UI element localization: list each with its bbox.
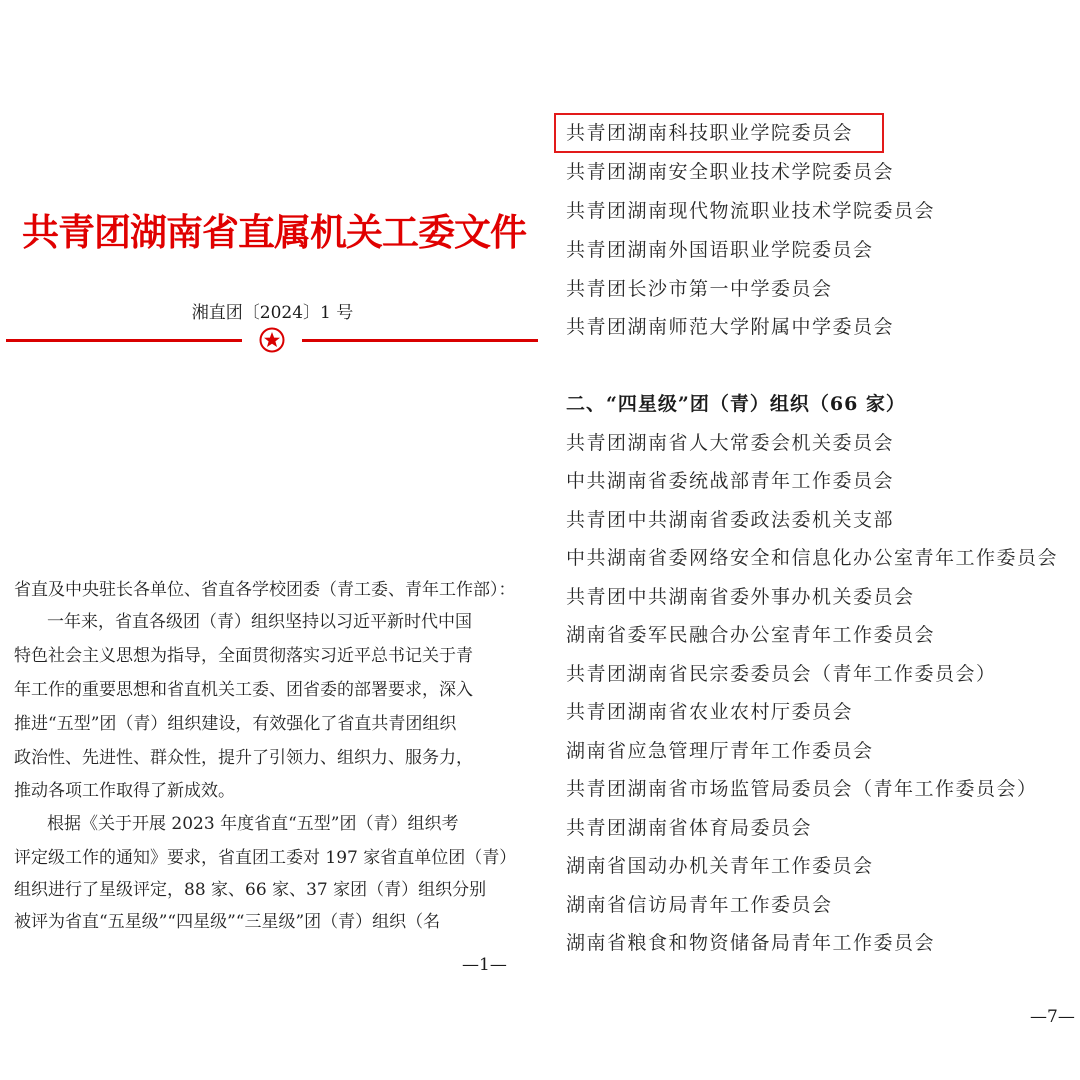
- list-item: 共青团湖南省农业农村厅委员会: [566, 701, 854, 723]
- list-item: 共青团中共湖南省委外事办机关委员会: [566, 586, 915, 608]
- list-item: 中共湖南省委统战部青年工作委员会: [566, 470, 895, 492]
- list-item: 中共湖南省委网络安全和信息化办公室青年工作委员会: [566, 547, 1059, 569]
- paragraph-1-line: 一年来，省直各级团（青）组织坚持以习近平新时代中国: [47, 612, 472, 632]
- list-item: 共青团长沙市第一中学委员会: [566, 278, 833, 300]
- star-emblem-icon: [259, 327, 285, 353]
- list-item: 共青团湖南外国语职业学院委员会: [566, 239, 874, 261]
- document-page-7: [548, 0, 1080, 1080]
- paragraph-1-line: 政治性、先进性、群众性，提升了引领力、组织力、服务力，: [14, 748, 473, 768]
- paragraph-2-line: 根据《关于开展 2023 年度省直“五型”团（青）组织考: [47, 814, 459, 834]
- page-number: —7—: [1030, 1007, 1075, 1027]
- masthead-title: 共青团湖南省直属机关工委文件: [22, 210, 526, 254]
- section-heading: 二、“四星级”团（青）组织（66 家）: [566, 393, 906, 415]
- list-item: 湖南省信访局青年工作委员会: [566, 894, 833, 916]
- paragraph-1-line: 特色社会主义思想为指导，全面贯彻落实习近平总书记关于青: [14, 646, 473, 666]
- list-item: 湖南省委军民融合办公室青年工作委员会: [566, 624, 936, 646]
- salutation: 省直及中央驻长各单位、省直各学校团委（青工委、青年工作部）：: [14, 580, 516, 600]
- document-number: 湘直团〔2024〕1 号: [191, 303, 354, 323]
- notice-title-line-2: [0, 464, 545, 500]
- list-item: 湖南省粮食和物资储备局青年工作委员会: [566, 932, 936, 954]
- list-item: 共青团湖南省人大常委会机关委员会: [566, 432, 895, 454]
- list-item: 共青团湖南省市场监管局委员会（青年工作委员会）: [566, 778, 1038, 800]
- paragraph-2-line: 评定级工作的通知》要求，省直团工委对 197 家省直单位团（青）: [14, 848, 517, 868]
- list-item: 共青团湖南省民宗委委员会（青年工作委员会）: [566, 663, 997, 685]
- red-rule-right: [302, 339, 538, 342]
- list-item: 共青团湖南省体育局委员会: [566, 817, 813, 839]
- page-number: —1—: [462, 955, 507, 975]
- list-item: 共青团湖南安全职业技术学院委员会: [566, 161, 895, 183]
- notice-title-line-1: [0, 426, 545, 462]
- list-item: 共青团湖南科技职业学院委员会: [566, 122, 854, 144]
- list-item: 共青团中共湖南省委政法委机关支部: [566, 509, 895, 531]
- paragraph-1-line: 年工作的重要思想和省直机关工委、团省委的部署要求，深入: [14, 680, 473, 700]
- list-item: 湖南省应急管理厅青年工作委员会: [566, 740, 874, 762]
- red-rule-left: [6, 339, 242, 342]
- paragraph-2-line: 组织进行了星级评定，88 家、66 家、37 家团（青）组织分别: [14, 880, 487, 900]
- list-item: 湖南省国动办机关青年工作委员会: [566, 855, 874, 877]
- notice-title-line-3: [0, 504, 545, 540]
- list-item: 共青团湖南师范大学附属中学委员会: [566, 316, 895, 338]
- paragraph-1-line: 推动各项工作取得了新成效。: [14, 781, 235, 801]
- paragraph-2-line: 被评为省直“五星级”“四星级”“三星级”团（青）组织（名: [14, 912, 441, 932]
- paragraph-1-line: 推进“五型”团（青）组织建设，有效强化了省直共青团组织: [14, 714, 457, 734]
- list-item: 共青团湖南现代物流职业技术学院委员会: [566, 200, 936, 222]
